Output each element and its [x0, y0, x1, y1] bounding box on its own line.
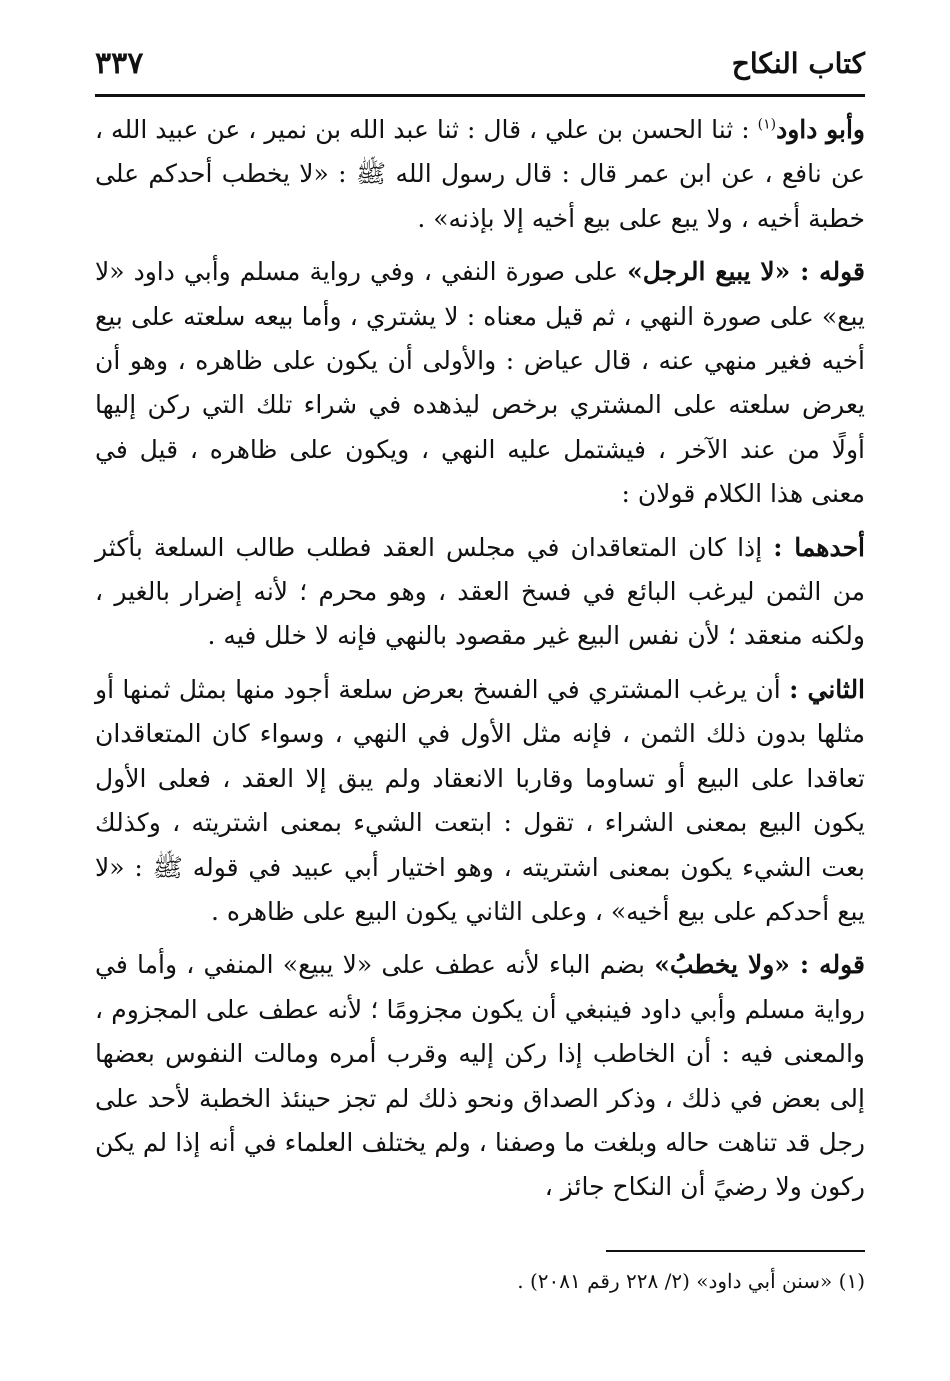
- page-header: [95, 36, 865, 92]
- paragraph-text: أن يرغب المشتري في الفسخ بعرض سلعة أجود منها بمثل ثمنها أو مثلها بدون ذلك الثمن ، فإنه مثل الأول في النهي ، وسواء كان المتعاقدان تعاقدا على البيع أو تساوما وقاربا الانعقاد ولم يبق إلا العقد ، فعلى الأول يكون البيع بمعنى الشراء ، تقول : ابتعت الشيء بمعنى اشتريته ، وكذلك بعت الشيء يكون بمعنى اشتريته ، وهو اختيار أبي عبيد في قوله ﷺ : «لا يبع أحدكم على بيع أخيه» ، وعلى الثاني يكون البيع على ظاهره .: [95, 674, 865, 926]
- paragraph: [95, 250, 865, 516]
- paragraph-lead: أحدهما :: [773, 532, 865, 562]
- paragraph-text: إذا كان المتعاقدان في مجلس العقد فطلب طالب السلعة بأكثر من الثمن ليرغب البائع في فسخ العقد ، وهو محرم ؛ لأنه إضرار بالغير ، ولكنه منعقد ؛ لأن نفس البيع غير مقصود بالنهي فإنه لا خلل فيه .: [95, 532, 865, 651]
- header-rule: [95, 94, 865, 97]
- paragraph: [95, 668, 865, 934]
- footnote: (١) «سنن أبي داود» (٢/ ٢٢٨ رقم ٢٠٨١) .: [517, 1269, 865, 1293]
- paragraph-text: بضم الباء لأنه عطف على «لا يبيع» المنفي ، وأما في رواية مسلم وأبي داود فينبغي أن يكون مجزومًا ؛ لأنه عطف على المجزوم ، والمعنى فيه : أن الخاطب إذا ركن إليه وقرب أمره ومالت النفوس بعضها إلى بعض في ذلك ، وذكر الصداق ونحو ذلك لم تجز حينئذ الخطبة لأحد على رجل قد تناهت حاله وبلغت ما وصفنا ، ولم يختلف العلماء في أنه إذا لم يكن ركون ولا رضيً أن النكاح جائز ،: [95, 950, 865, 1202]
- paragraph-lead: وأبو داود: [776, 115, 865, 144]
- main-text: [95, 108, 865, 1219]
- page-number: ٣٣٧: [95, 46, 144, 81]
- paragraph-text: : ثنا الحسن بن علي ، قال : ثنا عبد الله بن نمير ، عن عبيد الله ، عن نافع ، عن ابن عمر قال : قال رسول الله ﷺ : «لا يخطب أحدكم على خطبة أخيه ، ولا يبع على بيع أخيه إلا بإذنه» .: [95, 115, 865, 233]
- footnote-rule: [606, 1250, 865, 1252]
- book-title: كتاب النكاح: [731, 47, 865, 80]
- paragraph-lead: قوله : «ولا يخطبُ»: [654, 950, 865, 980]
- footnote-reference[interactable]: (١): [757, 116, 777, 133]
- paragraph-lead: قوله : «لا يبيع الرجل»: [627, 257, 865, 287]
- paragraph-lead: الثاني :: [789, 674, 866, 704]
- paragraph: [95, 526, 865, 659]
- paragraph: [95, 108, 865, 241]
- paragraph-text: على صورة النفي ، وفي رواية مسلم وأبي داود «لا يبع» على صورة النهي ، ثم قيل معناه : لا يشتري ، وأما بيعه سلعته على بيع أخيه فغير منهي عنه ، قال عياض : والأولى أن يكون على ظاهره ، وهو أن يعرض سلعته على المشتري برخص ليذهده في شراء تلك التي ركن إليها أولًا من عند الآخر ، فيشتمل عليه النهي ، ويكون على ظاهره ، قيل في معنى هذا الكلام قولان :: [95, 257, 865, 509]
- paragraph: [95, 943, 865, 1209]
